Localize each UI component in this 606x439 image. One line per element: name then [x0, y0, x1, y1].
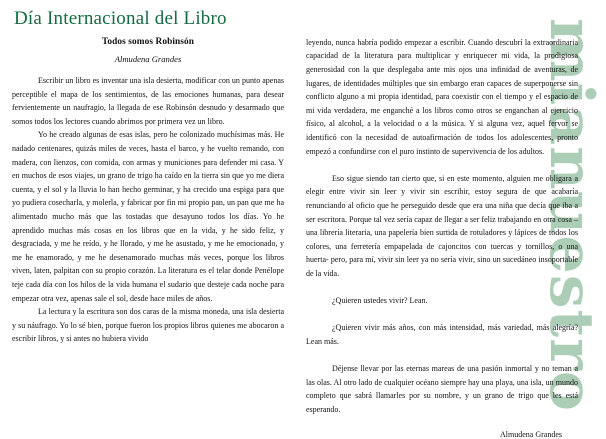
- paragraph-spacer: [306, 308, 578, 322]
- paragraph: Déjense llevar por las eternas mareas de una pasión inmortal y no teman a las olas. Al otro lado de cualquier océano siempre hay una playa, una isla, un mundo completo que sabrá llamarles por su nombre, y un grano de trigo que les está esperando.: [306, 364, 578, 414]
- paragraph: Yo he creado algunas de esas islas, pero he colonizado muchísimas más. He nadado centenares, quizás miles de veces, hasta el barco, y he vuelto remando, con madera, con lienzos, con comida, con armas y municiones para defender mi casa. Y en muchos de esos viajes, un grano de trigo ha caído en la tierra sin que yo me diera cuenta, y el sol y la lluvia lo han hecho germinar, y ha crecido una espiga para que yo pudiera cosecharla, y molerla, y fabricar por fin mi propio pan, un pan que me ha alimentado mucho más que las tostadas que desayuno todos los días. Yo he aprendido muchas más cosas en los libros que en la vida, y he sido feliz, y desgraciada, y me he reído, y he llorado, y me he asustado, y me he emocionado, y me he enamorado, y me he desenamorado muchas más veces, porque los libros viven, laten, palpitan con su propio corazón. La literatura es el telar donde Penélope teje cada día con los hilos de la vida humana el sudario que desteje cada noche para empezar otra vez, apenas sale el sol, desde hace miles de años.: [12, 130, 284, 303]
- article-subtitle: Todos somos Robinsón: [101, 36, 195, 47]
- left-column: [12, 36, 284, 346]
- paragraph: ¿Quieren vivir más años, con más intensidad, más variedad, más alegría? Lean más.: [306, 323, 578, 346]
- paragraph: Eso sigue siendo tan cierto que, si en este momento, alguien me obligara a elegir entre vivir sin leer y vivir sin escribir, estoy segura de que acabaría renunciando al oficio que he perseguido desde que era una niña que decía que iba a ser escritora. Porque tal vez sería capaz de llegar a ser feliz trabajando en otra cosa –una librería literaria, una papelería bien surtida de rotuladores y lápices de todos los colores, una ferretería empapelada de cajoncitos con tuercas y tornillos, o una huerta- pero, para mí, vivir sin leer ya no sería vivir, sino un sucedáneo insoportable de la vida.: [306, 173, 578, 278]
- paragraph-spacer: [306, 349, 578, 363]
- paragraph: leyendo, nunca habría podido empezar a escribir. Cuando descubrí la extraordinaria capacidad de la literatura para multiplicar y enriquecer mi vida, la prodigiosa generosidad con la que desplegaba ante mis ojos una infinidad de aventuras, de lugares, de identidades múltiples que sin embargo eran capaces de superponerse sin conflicto alguno a mi propia identidad, para coexistir con el tiempo y el espacio de mi vida verdadera, me enganché a los libros como otros se enganchan al ejercicio físico, al alcohol, a la velocidad o a la música. Y si alguna vez, aquel fervor se identificó con la necesidad de autoafirmación de todos los adolescentes, pronto empezó a confundirse con el puro instinto de supervivencia de los adultos.: [306, 37, 578, 156]
- right-column: [306, 36, 578, 439]
- paragraph: Escribir un libro es inventar una isla desierta, modificar con un punto apenas perceptible el mapa de los sentimientos, de las emociones humanas, para desear fervientemente un naufragio, la llegada de ese Robinsón desnudo y desarmado que somos todos los lectores cuando abrimos por primera vez un libro.: [12, 76, 284, 126]
- paragraph-spacer: [306, 158, 578, 172]
- author-signature: Almudena Grandes: [500, 430, 562, 439]
- paragraph-spacer: [306, 281, 578, 295]
- article-byline: Almudena Grandes: [114, 53, 182, 64]
- watermark-text: mianuestro: [536, 17, 606, 412]
- two-column-layout: [12, 36, 588, 439]
- paragraph: ¿Quieren ustedes vivir? Lean.: [332, 296, 428, 306]
- paragraph: La lectura y la escritura son dos caras de la misma moneda, una isla desierta y su náufrago. Yo lo sé bien, porque fueron los propios libros quienes me abocaron a escribir libros, y si antes no hubiera vivido: [12, 307, 284, 344]
- page-title: Día Internacional del Libro: [14, 8, 227, 29]
